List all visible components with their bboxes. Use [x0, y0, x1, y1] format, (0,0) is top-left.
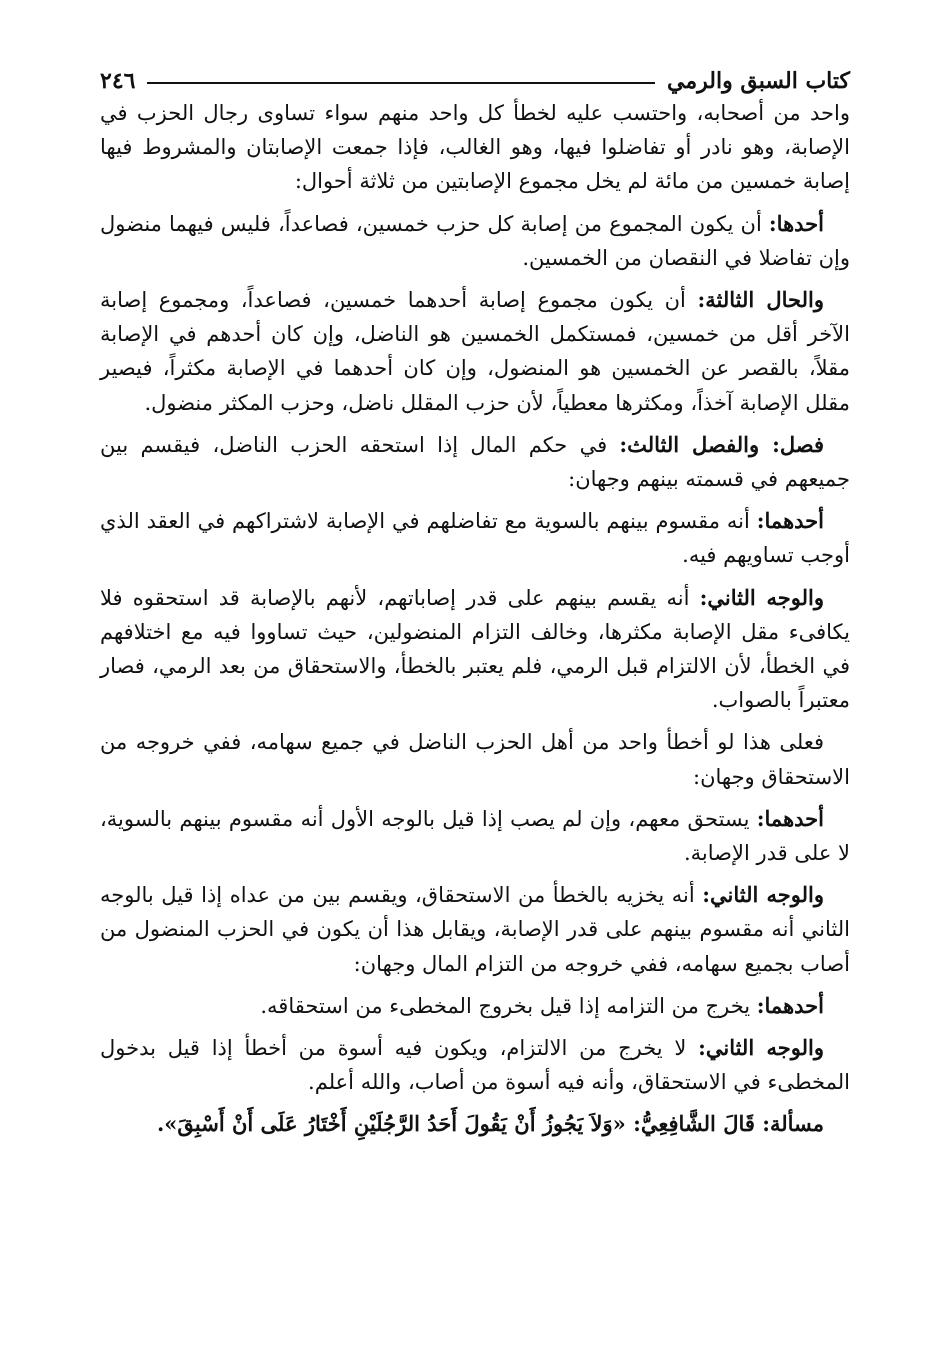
paragraph-lead: أحدهما: — [756, 508, 824, 534]
paragraph — [100, 989, 850, 1023]
paragraph-text: أن يكون مجموع إصابة أحدهما خمسين، فصاعداً، ومجموع إصابة الآخر أقل من خمسين، فمستكمل الخمسين هو الناضل، وإن كان أحدهم في الإصابة مقلاً، بالقصر عن الخمسين هو المنضول، وإن كان أحدهما في الإصابة مكثراً، فيصير مقلل الإصابة آخذاً، ومكثرها معطياً، لأن حزب المقلل ناضل، وحزب المكثر منضول. — [100, 288, 850, 415]
paragraph-text: يستحق معهم، وإن لم يصب إذا قيل بالوجه الأول أنه مقسوم بينهم بالسوية، لا على قدر الإصابة. — [100, 806, 850, 866]
paragraph — [100, 428, 850, 496]
paragraph-lead: والوجه الثاني: — [698, 1035, 825, 1061]
paragraph — [100, 1107, 850, 1141]
paragraph — [100, 802, 850, 870]
paragraph-lead: والحال الثالثة: — [697, 287, 824, 313]
paragraph-text: أنه مقسوم بينهم بالسوية مع تفاضلهم في الإصابة لاشتراكهم في العقد الذي أوجب تساويهم فيه. — [100, 509, 850, 568]
page-number: ٢٤٦ — [100, 68, 136, 94]
paragraph-text: أنه يقسم بينهم على قدر إصاباتهم، لأنهم بالإصابة قد استحقوه فلا يكافىء مقل الإصابة مكثرها، وخالف التزام المنضولين، حيث تساووا فيه مع اختلافهم في الخطأ، لأن الالتزام قبل الرمي، فلم يعتبر بالخطأ، والاستحقاق من بعد الرمي، فصار معتبراً بالصواب. — [100, 585, 850, 713]
paragraph — [100, 581, 850, 718]
paragraph-text: واحد من أصحابه، واحتسب عليه لخطأ كل واحد منهم سواء تساوى رجال الحزب في الإصابة، وهو نادر أو تفاضلوا فيها، وهو الغالب، فإذا جمعت الإصابتان والمشروط فيها إصابة خمسين من مائة لم يخل مجموع الإصابتين من ثلاثة أحوال: — [100, 101, 850, 194]
paragraph — [100, 1031, 850, 1099]
paragraph-text: يخرج من التزامه إذا قيل بخروج المخطىء من استحقاقه. — [260, 993, 757, 1018]
paragraph-text: أنه يخزيه بالخطأ من الاستحقاق، ويقسم بين من عداه إذا قيل بالوجه الثاني أنه مقسوم بينهم على قدر الإصابة، ويقابل هذا أن يكون في الحزب المنضول من أصاب بجميع سهامه، ففي خروجه من التزام المال وجهان: — [100, 883, 850, 976]
paragraph-text: لا يخرج من الالتزام، ويكون فيه أسوة من أخطأ إذا قيل بدخول المخطىء في الاستحقاق، وأنه فيه أسوة من أصاب، والله أعلم. — [100, 1036, 850, 1095]
paragraph-lead: والوجه الثاني: — [702, 882, 824, 908]
paragraph-lead: والوجه الثاني: — [699, 584, 824, 610]
paragraph — [100, 504, 850, 572]
paragraph-lead: أحدهما: — [756, 992, 824, 1018]
paragraph — [100, 725, 850, 793]
paragraph — [100, 96, 850, 199]
paragraph-text: أن يكون المجموع من إصابة كل حزب خمسين، فصاعداً، فليس فيهما منضول وإن تفاضلا في النقصان من الخمسين. — [100, 211, 850, 270]
paragraph-lead: مسألة: قَالَ الشَّافِعِيُّ: — [633, 1111, 824, 1137]
paragraph-lead: أحدهما: — [756, 805, 824, 831]
paragraph-text: في حكم المال إذا استحقه الحزب الناضل، فيقسم بين جميعهم في قسمته بينهم وجهان: — [100, 432, 850, 492]
paragraph — [100, 878, 850, 981]
paragraph-text: فعلى هذا لو أخطأ واحد من أهل الحزب الناضل في جميع سهامه، ففي خروجه من الاستحقاق وجهان: — [100, 730, 850, 789]
paragraph — [100, 283, 850, 420]
header-rule — [147, 82, 655, 84]
paragraph-lead: فصل: والفصل الثالث: — [619, 431, 824, 457]
quotation-text: «وَلاَ يَجُوزُ أَنْ يَقُولَ أَحَدُ الرَّجُلَيْنِ أَخْتَارُ عَلَى أَنْ أَسْبِقَ». — [156, 1111, 634, 1137]
page-header — [100, 62, 850, 96]
paragraph-lead: أحدها: — [768, 210, 824, 236]
body-text — [100, 96, 850, 1142]
running-title: كتاب السبق والرمي — [667, 68, 850, 94]
paragraph — [100, 207, 850, 275]
